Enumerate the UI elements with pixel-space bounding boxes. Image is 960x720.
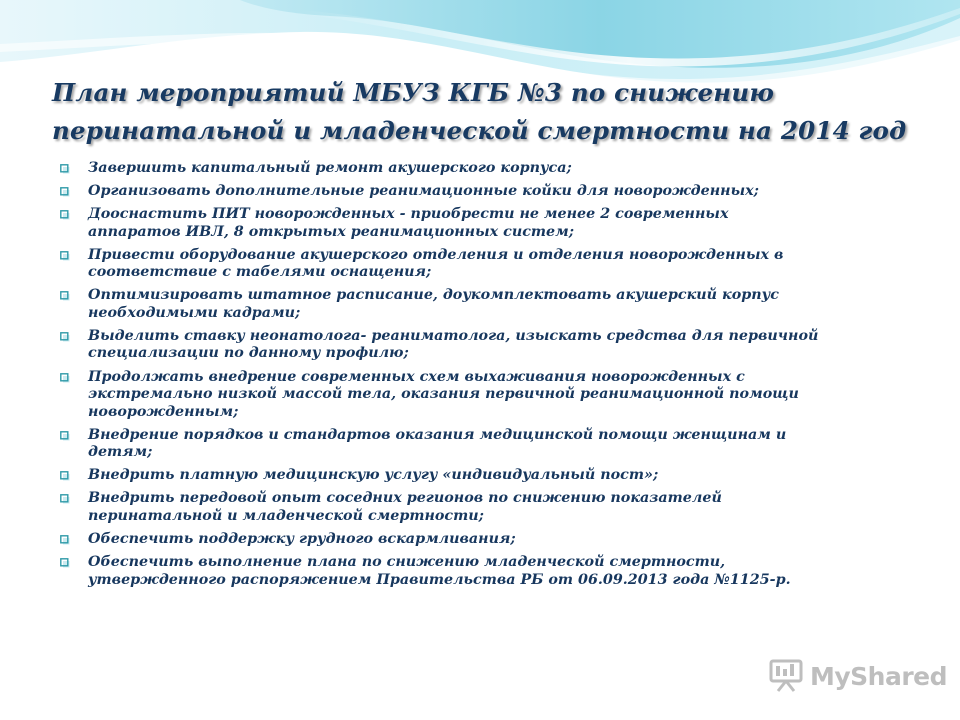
list-item [60,490,910,525]
list-item-line: Привести оборудование акушерского отделения и отделения новорожденных в [88,246,784,263]
list-item-text [88,467,910,485]
list-item-text [88,160,910,178]
list-item-text [88,247,910,282]
title-line-1: План мероприятий МБУЗ КГБ №3 по снижению [52,78,775,107]
square-bullet-icon [60,210,70,220]
square-bullet-icon [60,558,70,568]
list-item [60,328,910,363]
square-bullet-icon [60,291,70,301]
list-item-text [88,427,910,462]
list-item-line: новорожденным; [88,403,239,420]
square-bullet-icon [60,332,70,342]
square-bullet-icon [60,373,70,383]
list-item-line: Завершить капитальный ремонт акушерского корпуса; [88,160,572,176]
square-bullet-icon [60,187,70,197]
list-item-text [88,206,910,241]
list-item-line: утвержденного распоряжением Правительства РБ от 06.09.2013 года №1125-р. [88,571,791,588]
list-item [60,554,910,589]
list-item-line: Продолжать внедрение современных схем выхаживания новорожденных с [88,368,745,385]
list-item [60,287,910,322]
list-item [60,427,910,462]
title-line-2: перинатальной и младенческой смертности на 2014 год [52,116,907,145]
list-item-line: специализации по данному профилю; [88,345,409,362]
square-bullet-icon [60,431,70,441]
presentation-icon [768,659,804,693]
list-item-text [88,531,910,549]
square-bullet-icon [60,494,70,504]
watermark [768,656,947,696]
list-item [60,467,910,485]
list-item-text [88,183,910,201]
list-item-line: Внедрить передовой опыт соседних регионов по снижению показателей [88,490,722,507]
list-item [60,531,910,549]
list-item-line: Внедрение порядков и стандартов оказания медицинской помощи женщинам и [88,426,787,443]
square-bullet-icon [60,471,70,481]
square-bullet-icon [60,251,70,261]
list-item-line: аппаратов ИВЛ, 8 открытых реанимационных систем; [88,223,575,240]
action-plan-list [60,160,910,595]
list-item-text [88,328,910,363]
list-item [60,160,910,178]
list-item-line: Обеспечить поддержку грудного вскармливания; [88,530,516,547]
list-item-text [88,490,910,525]
list-item [60,183,910,201]
square-bullet-icon [60,535,70,545]
watermark-text: MyShared [810,661,948,691]
list-item-line: Выделить ставку неонатолога- реаниматолога, изыскать средства для первичной [88,327,819,344]
list-item-text [88,554,910,589]
list-item-text [88,287,910,322]
list-item-line: Организовать дополнительные реанимационные койки для новорожденных; [88,183,759,200]
list-item-line: перинатальной и младенческой смертности; [88,507,484,524]
list-item [60,369,910,422]
list-item [60,247,910,282]
list-item [60,206,910,241]
list-item-text [88,369,910,422]
list-item-line: детям; [88,444,153,461]
list-item-line: Оптимизировать штатное расписание, доукомплектовать акушерский корпус [88,287,779,304]
list-item-line: экстремально низкой массой тела, оказания первичной реанимационной помощи [88,386,799,403]
list-item-line: соответствие с табелями оснащения; [88,264,432,281]
square-bullet-icon [60,164,70,174]
list-item-line: Внедрить платную медицинскую услугу «индивидуальный пост»; [88,467,659,484]
list-item-line: Обеспечить выполнение плана по снижению младенческой смертности, [88,554,726,571]
list-item-line: Дооснастить ПИТ новорожденных - приобрести не менее 2 современных [88,206,729,223]
slide-title [52,74,942,150]
list-item-line: необходимыми кадрами; [88,304,301,321]
